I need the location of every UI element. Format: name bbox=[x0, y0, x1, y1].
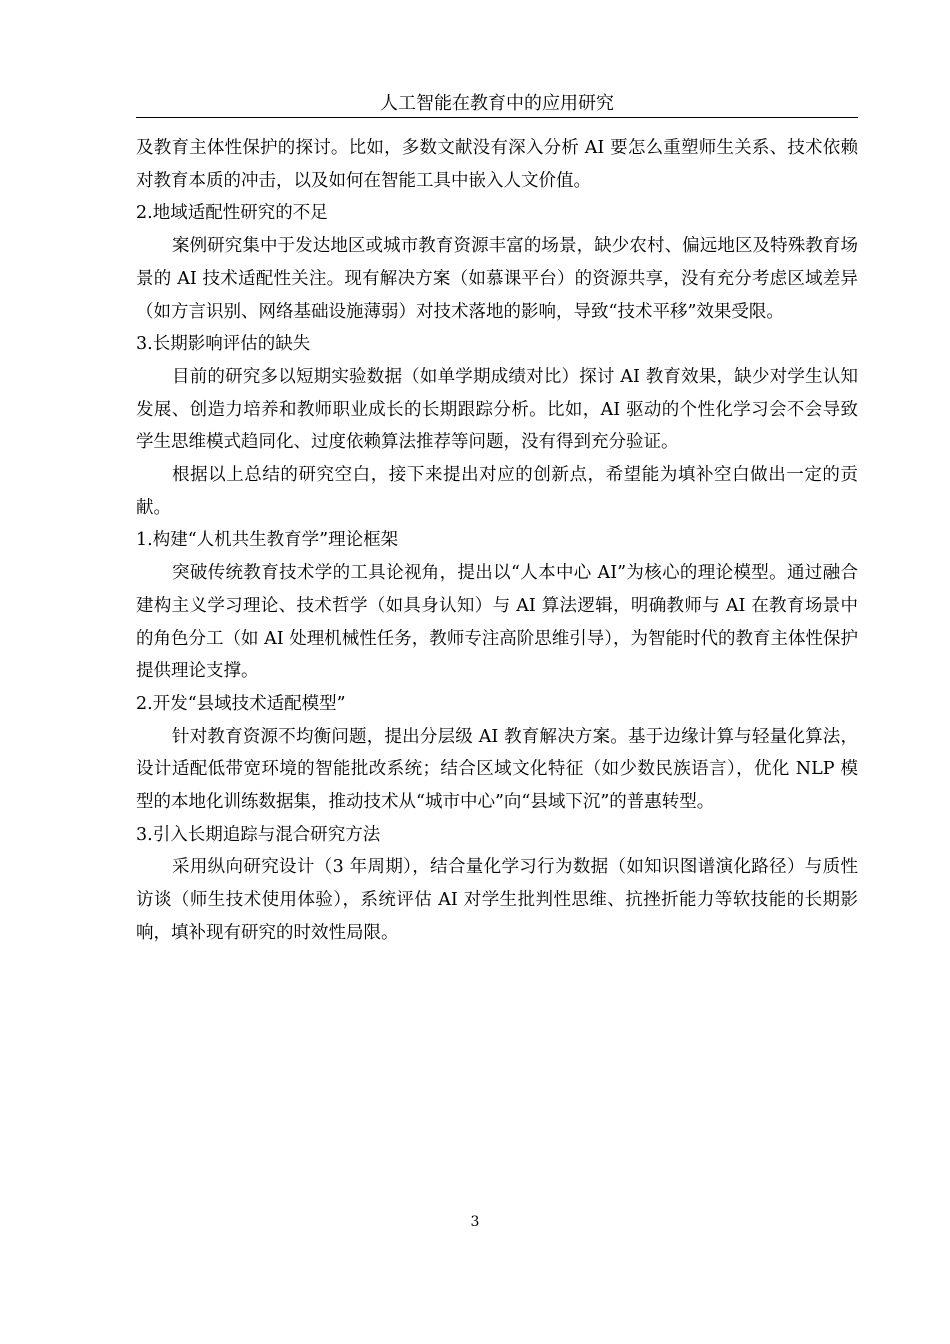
paragraph-regional-fit: 案例研究集中于发达地区或城市教育资源丰富的场景，缺少农村、偏远地区及特殊教育场景的 AI 技术适配性关注。现有解决方案（如慕课平台）的资源共享，没有充分考虑区域差异（如方言识别、网络基础设施薄弱）对技术落地的影响，导致“技术平移”效果受限。 bbox=[136, 236, 858, 322]
section-heading-theory-framework: 1.构建“人机共生教育学”理论框架 bbox=[136, 530, 399, 551]
section-heading-county-model: 2.开发“县域技术适配模型” bbox=[136, 693, 346, 714]
running-header: 人工智能在教育中的应用研究 bbox=[380, 93, 614, 114]
section-heading-regional-fit: 2.地域适配性研究的不足 bbox=[136, 203, 328, 224]
header-rule bbox=[136, 117, 858, 118]
paragraph-theory-framework: 突破传统教育技术学的工具论视角，提出以“人本中心 AI”为核心的理论模型。通过融合建构主义学习理论、技术哲学（如具身认知）与 AI 算法逻辑，明确教师与 AI 在教育场景中的角色分工（如 AI 处理机械性任务，教师专注高阶思维引导），为智能时代的教育主体性保护提供理论支撑。 bbox=[136, 563, 858, 682]
document-body bbox=[136, 132, 858, 950]
section-heading-long-term-eval: 3.长期影响评估的缺失 bbox=[136, 334, 311, 355]
paragraph-intro-continued: 及教育主体性保护的探讨。比如，多数文献没有深入分析 AI 要怎么重塑师生关系、技术依赖对教育本质的冲击，以及如何在智能工具中嵌入人文价值。 bbox=[136, 138, 858, 191]
paragraph-long-term-eval: 目前的研究多以短期实验数据（如单学期成绩对比）探讨 AI 教育效果，缺少对学生认知发展、创造力培养和教师职业成长的长期跟踪分析。比如，AI 驱动的个性化学习会不会导致学生思维模式趋同化、过度依赖算法推荐等问题，没有得到充分验证。 bbox=[136, 366, 858, 453]
section-heading-mixed-methods: 3.引入长期追踪与混合研究方法 bbox=[136, 824, 381, 845]
page-number: 3 bbox=[470, 1214, 480, 1230]
paragraph-transition: 根据以上总结的研究空白，接下来提出对应的创新点，希望能为填补空白做出一定的贡献。 bbox=[136, 465, 858, 518]
paragraph-mixed-methods: 采用纵向研究设计（3 年周期），结合量化学习行为数据（如知识图谱演化路径）与质性访谈（师生技术使用体验），系统评估 AI 对学生批判性思维、抗挫折能力等软技能的长期影响，填补现有研究的时效性局限。 bbox=[136, 857, 858, 943]
paragraph-county-model: 针对教育资源不均衡问题，提出分层级 AI 教育解决方案。基于边缘计算与轻量化算法，设计适配低带宽环境的智能批改系统；结合区域文化特征（如少数民族语言），优化 NLP 模型的本地化训练数据集，推动技术从“城市中心”向“县域下沉”的普惠转型。 bbox=[136, 726, 858, 813]
